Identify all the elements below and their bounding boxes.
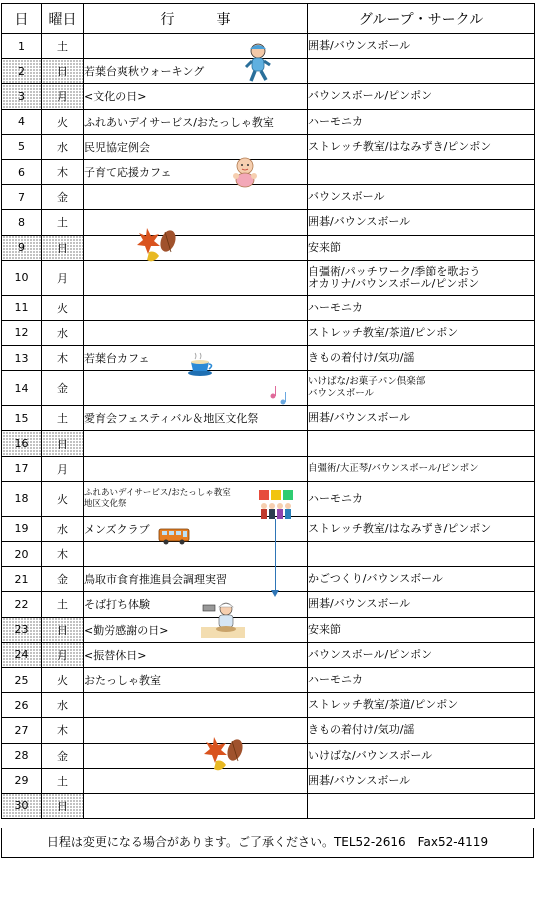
group-cell	[308, 793, 535, 818]
day-cell: 30	[2, 793, 42, 818]
weekday-cell: 水	[42, 320, 84, 345]
table-row	[2, 667, 535, 692]
day-cell: 27	[2, 718, 42, 743]
autumn-leaves-icon	[202, 735, 246, 775]
day-cell: 8	[2, 210, 42, 235]
event-cell: 若葉台カフェ	[84, 346, 308, 371]
group-cell: きもの着付け/気功/謡	[308, 346, 535, 371]
weekday-cell: 木	[42, 159, 84, 184]
table-row	[2, 159, 535, 184]
event-cell	[84, 185, 308, 210]
weekday-cell: 日	[42, 235, 84, 260]
group-cell: 囲碁/バウンスボール	[308, 592, 535, 617]
group-line: オカリナ/バウンスボール/ピンポン	[308, 276, 480, 290]
group-cell: いけばな/バウンスボール	[308, 743, 535, 768]
day-cell: 10	[2, 260, 42, 295]
event-cell	[84, 718, 308, 743]
day-cell: 17	[2, 456, 42, 481]
table-row	[2, 642, 535, 667]
table-row	[2, 718, 535, 743]
weekday-cell: 火	[42, 295, 84, 320]
group-line: 自彊術/パッチワーク/季節を歌おう	[308, 264, 481, 278]
group-cell	[308, 159, 535, 184]
group-cell	[308, 542, 535, 567]
header-dow: 曜日	[42, 4, 84, 34]
event-cell: おたっしゃ教室	[84, 667, 308, 692]
group-cell: ストレッチ教室/茶道/ピンポン	[308, 320, 535, 345]
day-cell: 23	[2, 617, 42, 642]
group-cell: 囲碁/バウンスボール	[308, 406, 535, 431]
group-cell: ストレッチ教室/茶道/ピンポン	[308, 693, 535, 718]
weekday-cell: 土	[42, 592, 84, 617]
group-cell: バウンスボール/ピンポン	[308, 642, 535, 667]
event-cell: 鳥取市食育推進員会調理実習	[84, 567, 308, 592]
table-row	[2, 793, 535, 818]
group-cell: きもの着付け/気功/謡	[308, 718, 535, 743]
table-row	[2, 567, 535, 592]
day-cell: 6	[2, 159, 42, 184]
weekday-cell: 火	[42, 667, 84, 692]
footer-note: 日程は変更になる場合があります。ご了承ください。TEL52-2616 Fax52-4119	[1, 828, 534, 858]
header-group: グループ・サークル	[308, 4, 535, 34]
day-cell: 20	[2, 542, 42, 567]
table-row	[2, 768, 535, 793]
walking-person-icon	[244, 43, 272, 83]
event-cell: 若葉台爽秋ウォーキング	[84, 59, 308, 84]
header-row	[2, 4, 535, 34]
table-row	[2, 592, 535, 617]
table-row	[2, 431, 535, 456]
weekday-cell: 日	[42, 431, 84, 456]
table-row	[2, 84, 535, 109]
event-cell: 民児協定例会	[84, 134, 308, 159]
day-cell: 14	[2, 371, 42, 406]
weekday-cell: 水	[42, 693, 84, 718]
table-row	[2, 693, 535, 718]
event-cell	[84, 34, 308, 59]
event-cell	[84, 295, 308, 320]
weekday-cell: 日	[42, 793, 84, 818]
table-row	[2, 260, 535, 295]
weekday-cell: 木	[42, 346, 84, 371]
weekday-cell: 日	[42, 59, 84, 84]
event-cell: <勤労感謝の日>	[84, 617, 308, 642]
event-cell	[84, 456, 308, 481]
day-cell: 16	[2, 431, 42, 456]
group-cell: ハーモニカ	[308, 481, 535, 516]
weekday-cell: 火	[42, 109, 84, 134]
event-line: ふれあいデイサービス/おたっしゃ教室	[84, 487, 231, 498]
group-cell: かごつくり/バウンスボール	[308, 567, 535, 592]
event-cell	[84, 743, 308, 768]
group-cell: 囲碁/バウンスボール	[308, 210, 535, 235]
group-cell	[308, 371, 535, 406]
event-cell: <振替休日>	[84, 642, 308, 667]
day-cell: 11	[2, 295, 42, 320]
event-cell: そば打ち体験	[84, 592, 308, 617]
group-cell: ハーモニカ	[308, 667, 535, 692]
day-cell: 26	[2, 693, 42, 718]
soba-making-icon	[200, 601, 246, 639]
weekday-cell: 土	[42, 210, 84, 235]
event-line: 地区文化祭	[84, 498, 127, 509]
day-cell: 3	[2, 84, 42, 109]
table-row	[2, 134, 535, 159]
schedule-table	[1, 3, 535, 819]
header-day: 日	[2, 4, 42, 34]
table-row	[2, 617, 535, 642]
day-cell: 15	[2, 406, 42, 431]
day-cell: 13	[2, 346, 42, 371]
table-row	[2, 210, 535, 235]
weekday-cell: 水	[42, 134, 84, 159]
weekday-cell: 金	[42, 743, 84, 768]
weekday-cell: 土	[42, 34, 84, 59]
day-cell: 24	[2, 642, 42, 667]
day-cell: 19	[2, 516, 42, 541]
day-cell: 5	[2, 134, 42, 159]
coffee-cup-icon	[187, 351, 215, 377]
event-cell	[84, 693, 308, 718]
weekday-cell: 月	[42, 642, 84, 667]
event-cell	[84, 542, 308, 567]
group-cell: バウンスボール	[308, 185, 535, 210]
arrow-head-icon	[271, 590, 279, 597]
table-row	[2, 320, 535, 345]
event-cell	[84, 260, 308, 295]
table-row	[2, 542, 535, 567]
table-row	[2, 185, 535, 210]
table-row	[2, 235, 535, 260]
event-cell: ふれあいデイサービス/おたっしゃ教室	[84, 109, 308, 134]
weekday-cell: 木	[42, 542, 84, 567]
weekday-cell: 金	[42, 371, 84, 406]
weekday-cell: 火	[42, 481, 84, 516]
weekday-cell: 日	[42, 617, 84, 642]
day-cell: 22	[2, 592, 42, 617]
day-cell: 18	[2, 481, 42, 516]
group-cell	[308, 59, 535, 84]
weekday-cell: 月	[42, 84, 84, 109]
group-cell: ハーモニカ	[308, 295, 535, 320]
event-cell	[84, 793, 308, 818]
event-cell: 愛育会フェスティバル＆地区文化祭	[84, 406, 308, 431]
group-cell: ストレッチ教室/はなみずき/ピンポン	[308, 516, 535, 541]
day-cell: 12	[2, 320, 42, 345]
event-cell: <文化の日>	[84, 84, 308, 109]
day-cell: 21	[2, 567, 42, 592]
day-cell: 2	[2, 59, 42, 84]
table-row	[2, 109, 535, 134]
weekday-cell: 金	[42, 567, 84, 592]
group-line: いけばな/お菓子パン倶楽部	[308, 376, 426, 388]
table-row	[2, 295, 535, 320]
group-cell: 囲碁/バウンスボール	[308, 768, 535, 793]
event-cell: 子育て応援カフェ	[84, 159, 308, 184]
event-cell	[84, 768, 308, 793]
weekday-cell: 土	[42, 768, 84, 793]
weekday-cell: 月	[42, 456, 84, 481]
group-cell: 安来節	[308, 617, 535, 642]
table-row	[2, 456, 535, 481]
day-cell: 7	[2, 185, 42, 210]
group-line: バウンスボール	[308, 388, 375, 400]
weekday-cell: 土	[42, 406, 84, 431]
day-cell: 4	[2, 109, 42, 134]
group-cell	[308, 431, 535, 456]
header-event: 行 事	[84, 4, 308, 34]
weekday-cell: 金	[42, 185, 84, 210]
group-cell: 安来節	[308, 235, 535, 260]
culture-festival-icon	[258, 489, 294, 521]
weekday-cell: 水	[42, 516, 84, 541]
event-cell	[84, 320, 308, 345]
group-cell: ハーモニカ	[308, 109, 535, 134]
day-cell: 28	[2, 743, 42, 768]
baby-icon	[231, 156, 259, 188]
group-cell: バウンスボール/ピンポン	[308, 84, 535, 109]
day-cell: 29	[2, 768, 42, 793]
day-cell: 9	[2, 235, 42, 260]
group-cell: ストレッチ教室/はなみずき/ピンポン	[308, 134, 535, 159]
bus-icon	[158, 527, 190, 545]
day-cell: 1	[2, 34, 42, 59]
group-cell: 自彊術/大正琴/バウンスボール/ピンポン	[308, 456, 535, 481]
event-cell	[84, 210, 308, 235]
autumn-leaves-icon	[135, 226, 179, 266]
event-cell	[84, 235, 308, 260]
music-notes-icon	[268, 384, 290, 406]
group-cell	[308, 260, 535, 295]
table-row	[2, 406, 535, 431]
weekday-cell: 木	[42, 718, 84, 743]
group-cell: 囲碁/バウンスボール	[308, 34, 535, 59]
table-row	[2, 743, 535, 768]
weekday-cell: 月	[42, 260, 84, 295]
date-range-arrow	[275, 519, 276, 592]
event-cell: メンズクラブ	[84, 516, 308, 541]
day-cell: 25	[2, 667, 42, 692]
table-row	[2, 346, 535, 371]
schedule-sheet	[1, 3, 534, 819]
event-cell	[84, 431, 308, 456]
